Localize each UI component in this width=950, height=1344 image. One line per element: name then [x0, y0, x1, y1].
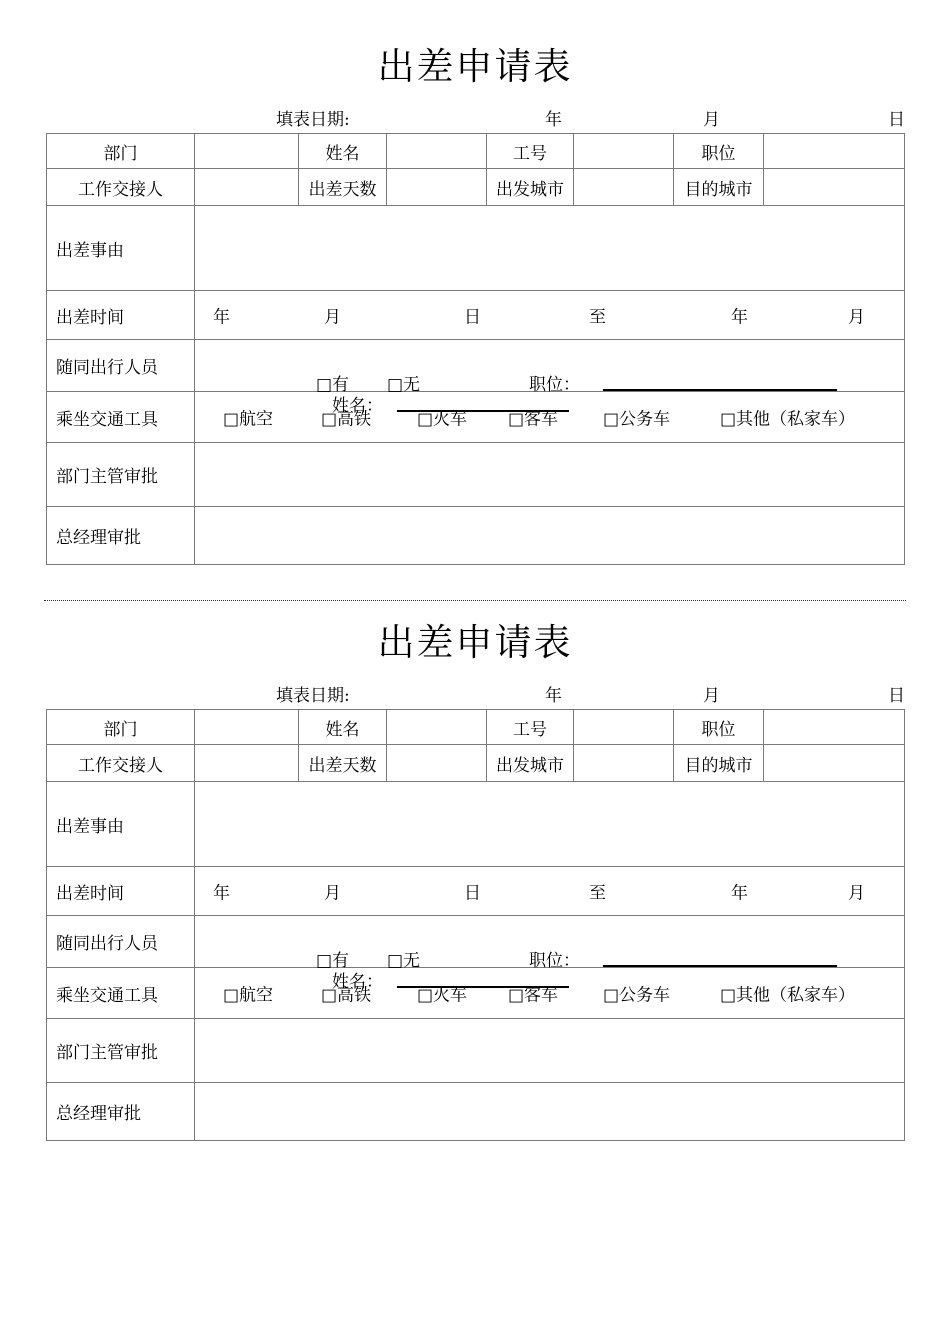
label-trip-time: 出差时间 — [47, 867, 195, 916]
table-row — [47, 206, 905, 291]
label-position: 职位 — [674, 710, 764, 745]
checkbox-companions-yes[interactable]: □有 — [316, 950, 350, 971]
field-employee-id[interactable] — [574, 134, 674, 169]
field-trip-time[interactable] — [195, 291, 905, 340]
page-title: 出差申请表 — [377, 45, 573, 88]
label-departure-city: 出发城市 — [487, 745, 574, 782]
table-row — [47, 169, 905, 206]
checkbox-transport-train[interactable]: □火车 — [417, 409, 468, 430]
table-row — [47, 968, 905, 1019]
checkbox-transport-other[interactable]: □其他（私家车） — [720, 985, 856, 1006]
table-row — [47, 291, 905, 340]
label-companion-name: 姓名： — [332, 971, 383, 992]
trip-time-to: 至 — [589, 307, 606, 328]
fill-date-day: 日 — [888, 110, 905, 130]
fill-date-month: 月 — [703, 110, 720, 130]
fill-date-day: 日 — [888, 686, 905, 706]
label-gm-approval: 总经理审批 — [47, 507, 195, 565]
label-gm-approval: 总经理审批 — [47, 1083, 195, 1141]
field-handover-person[interactable] — [195, 169, 299, 206]
field-trip-days[interactable] — [387, 169, 487, 206]
trip-start-month: 月 — [324, 883, 341, 904]
field-departure-city[interactable] — [574, 169, 674, 206]
field-department[interactable] — [195, 710, 299, 745]
label-companion-position: 职位： — [529, 950, 580, 971]
travel-request-table — [46, 133, 905, 565]
label-companions: 随同出行人员 — [47, 916, 195, 968]
field-companions[interactable] — [195, 916, 905, 992]
trip-start-year: 年 — [213, 307, 230, 328]
field-companions[interactable] — [195, 340, 905, 416]
field-destination-city[interactable] — [764, 745, 905, 782]
checkbox-transport-company-car[interactable]: □公务车 — [603, 985, 671, 1006]
field-companion-position[interactable] — [603, 389, 837, 391]
trip-start-month: 月 — [324, 307, 341, 328]
table-row — [47, 392, 905, 443]
travel-request-form-copy-2 — [0, 576, 950, 1141]
label-transport: 乘坐交通工具 — [47, 392, 195, 443]
trip-end-year: 年 — [731, 883, 748, 904]
field-name[interactable] — [387, 710, 487, 745]
table-row — [47, 1019, 905, 1083]
checkbox-companions-no[interactable]: □无 — [387, 374, 421, 395]
field-name[interactable] — [387, 134, 487, 169]
table-row — [47, 443, 905, 507]
checkbox-transport-other[interactable]: □其他（私家车） — [720, 409, 856, 430]
trip-time-to: 至 — [589, 883, 606, 904]
label-name: 姓名 — [299, 134, 387, 169]
table-row — [47, 340, 905, 392]
field-dept-approval[interactable] — [195, 1019, 905, 1083]
label-destination-city: 目的城市 — [674, 169, 764, 206]
field-dept-approval[interactable] — [195, 443, 905, 507]
label-transport: 乘坐交通工具 — [47, 968, 195, 1019]
trip-end-month: 月 — [848, 883, 865, 904]
table-row — [47, 782, 905, 867]
label-destination-city: 目的城市 — [674, 745, 764, 782]
label-department: 部门 — [47, 710, 195, 745]
fill-date-year: 年 — [545, 110, 562, 130]
fill-date-line — [0, 107, 950, 133]
label-trip-days: 出差天数 — [299, 169, 387, 206]
field-department[interactable] — [195, 134, 299, 169]
label-dept-approval: 部门主管审批 — [47, 1019, 195, 1083]
fill-date-label: 填表日期: — [276, 110, 350, 130]
fill-date-label: 填表日期: — [276, 686, 350, 706]
trip-start-day: 日 — [464, 883, 481, 904]
checkbox-transport-bus[interactable]: □客车 — [508, 409, 559, 430]
table-row — [47, 507, 905, 565]
field-employee-id[interactable] — [574, 710, 674, 745]
label-trip-time: 出差时间 — [47, 291, 195, 340]
field-gm-approval[interactable] — [195, 507, 905, 565]
label-trip-reason: 出差事由 — [47, 206, 195, 291]
field-transport[interactable] — [195, 968, 905, 1019]
label-companion-name: 姓名： — [332, 395, 383, 416]
table-row — [47, 710, 905, 745]
checkbox-transport-bus[interactable]: □客车 — [508, 985, 559, 1006]
trip-start-day: 日 — [464, 307, 481, 328]
field-position[interactable] — [764, 710, 905, 745]
table-row — [47, 134, 905, 169]
trip-end-month: 月 — [848, 307, 865, 328]
field-destination-city[interactable] — [764, 169, 905, 206]
checkbox-transport-company-car[interactable]: □公务车 — [603, 409, 671, 430]
table-row — [47, 745, 905, 782]
label-trip-days: 出差天数 — [299, 745, 387, 782]
field-trip-days[interactable] — [387, 745, 487, 782]
label-handover-person: 工作交接人 — [47, 745, 195, 782]
table-row — [47, 916, 905, 968]
field-gm-approval[interactable] — [195, 1083, 905, 1141]
checkbox-transport-air[interactable]: □航空 — [223, 985, 274, 1006]
label-handover-person: 工作交接人 — [47, 169, 195, 206]
checkbox-transport-highspeed-rail[interactable]: □高铁 — [321, 409, 372, 430]
field-position[interactable] — [764, 134, 905, 169]
table-row — [47, 1083, 905, 1141]
label-employee-id: 工号 — [487, 134, 574, 169]
label-companions: 随同出行人员 — [47, 340, 195, 392]
checkbox-companions-no[interactable]: □无 — [387, 950, 421, 971]
checkbox-transport-train[interactable]: □火车 — [417, 985, 468, 1006]
label-trip-reason: 出差事由 — [47, 782, 195, 867]
field-companion-position[interactable] — [603, 965, 837, 967]
travel-request-table — [46, 709, 905, 1141]
travel-request-form-copy-1 — [0, 0, 950, 565]
table-row — [47, 867, 905, 916]
label-department: 部门 — [47, 134, 195, 169]
checkbox-transport-highspeed-rail[interactable]: □高铁 — [321, 985, 372, 1006]
label-position: 职位 — [674, 134, 764, 169]
label-dept-approval: 部门主管审批 — [47, 443, 195, 507]
fill-date-line — [0, 683, 950, 709]
field-trip-time[interactable] — [195, 867, 905, 916]
checkbox-transport-air[interactable]: □航空 — [223, 409, 274, 430]
field-departure-city[interactable] — [574, 745, 674, 782]
label-companion-position: 职位： — [529, 374, 580, 395]
fill-date-year: 年 — [545, 686, 562, 706]
page-title: 出差申请表 — [377, 621, 573, 664]
label-employee-id: 工号 — [487, 710, 574, 745]
field-trip-reason[interactable] — [195, 782, 905, 867]
field-trip-reason[interactable] — [195, 206, 905, 291]
label-name: 姓名 — [299, 710, 387, 745]
field-handover-person[interactable] — [195, 745, 299, 782]
checkbox-companions-yes[interactable]: □有 — [316, 374, 350, 395]
trip-start-year: 年 — [213, 883, 230, 904]
field-transport[interactable] — [195, 392, 905, 443]
trip-end-year: 年 — [731, 307, 748, 328]
fill-date-month: 月 — [703, 686, 720, 706]
label-departure-city: 出发城市 — [487, 169, 574, 206]
